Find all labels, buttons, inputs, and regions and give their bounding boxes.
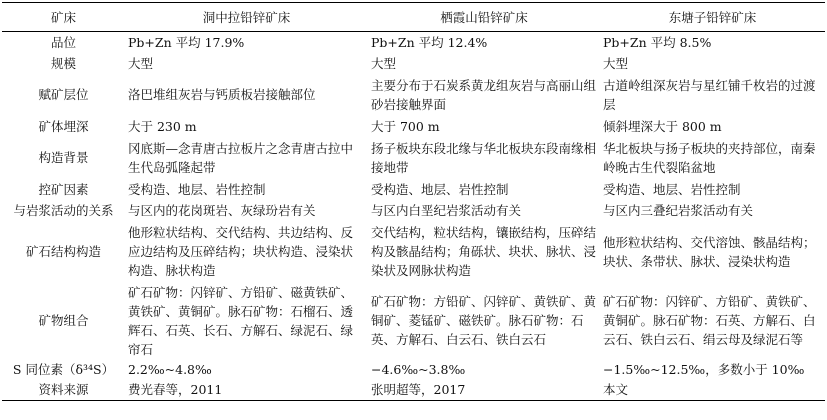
table-row — [2, 74, 825, 116]
table-cell: 费光春等，2011 — [125, 380, 368, 401]
table-cell: 洛巴堆组灰岩与钙质板岩接触部位 — [128, 87, 316, 102]
table-row — [2, 179, 825, 200]
table-cell: 大型 — [603, 55, 629, 71]
table-cell: 2.2‰~4.8‰ — [128, 361, 212, 377]
header-qixiashan: 栖霞山铅锌矿床 — [368, 3, 600, 32]
table-cell: 与区内三叠纪岩浆活动有关 — [603, 202, 754, 218]
row-label: 与岩浆活动的关系 — [13, 202, 114, 218]
row-label: 规模 — [50, 55, 76, 71]
table-cell: 与区内的花岗斑岩、灰绿玢岩有关 — [128, 202, 316, 218]
table-cell: 受构造、地层、岩性控制 — [603, 181, 741, 197]
table-row — [2, 53, 825, 74]
row-label: 矿物组合 — [38, 313, 89, 328]
table-cell: 扬子板块东段北缘与华北板块东段南缘相接地带 — [371, 140, 597, 175]
header-row — [2, 3, 825, 32]
table-cell: 主要分布于石炭系黄龙组灰岩与高丽山组砂岩接触界面 — [371, 77, 597, 112]
row-label: S 同位素（δ³⁴S） — [12, 361, 115, 377]
row-label: 品位 — [50, 34, 76, 50]
table-cell: 大于 700 m — [371, 118, 440, 134]
table-row — [2, 200, 825, 221]
table-cell: 矿石矿物：方铅矿、闪锌矿、黄铁矿、黄铜矿、菱锰矿、磁铁矿。脉石矿物：石英、方解石、白云石、铁白云石 — [371, 294, 597, 347]
table-cell: 大型 — [128, 55, 154, 71]
table-cell: 张明超等，2017 — [368, 380, 600, 401]
row-label: 构造背景 — [38, 150, 89, 165]
table-cell: 大于 230 m — [128, 118, 197, 134]
table-body — [2, 32, 825, 401]
table-cell: 大型 — [371, 55, 397, 71]
table-cell: 受构造、地层、岩性控制 — [371, 181, 509, 197]
table-cell: −4.6‰~3.8‰ — [371, 361, 466, 377]
table-cell: 本文 — [600, 380, 825, 401]
table-row — [2, 32, 825, 53]
row-label: 资料来源 — [2, 380, 125, 401]
table-cell: 古道岭组深灰岩与星红铺千枚岩的过渡层 — [603, 77, 816, 112]
table-row — [2, 283, 825, 359]
table-row — [2, 221, 825, 283]
table-row — [2, 380, 825, 401]
table-cell: 矿石矿物：闪锌矿、方铅矿、磁黄铁矿、黄铁矿、黄铜矿。脉石矿物：石榴石、透辉石、石英、长石、方解石、绿泥石、绿帘石 — [128, 284, 354, 357]
table-row — [2, 137, 825, 179]
table-cell: 矿石矿物：闪锌矿、方铅矿、黄铁矿、黄铜矿。脉石矿物：石英、方解石、白云石、铁白云石、绢云母及绿泥石等 — [603, 294, 816, 347]
header-dongtangzi: 东塘子铅锌矿床 — [600, 3, 825, 32]
table-cell: 与区内白垩纪岩浆活动有关 — [371, 202, 522, 218]
table-cell: 受构造、地层、岩性控制 — [128, 181, 266, 197]
table-cell: 他形粒状结构、交代结构、共边结构、反应边结构及压碎结构；块状构造、浸染状构造、脉状构造 — [128, 225, 354, 278]
table-row — [2, 359, 825, 380]
table-cell: 倾斜埋深大于 800 m — [603, 118, 722, 134]
table-cell: 冈底斯—念青唐古拉板片之念青唐古拉中生代岛弧隆起带 — [128, 140, 354, 175]
header-dongzhongla: 洞中拉铅锌矿床 — [125, 3, 368, 32]
table-cell: Pb+Zn 平均 12.4% — [371, 34, 488, 50]
row-label: 矿石结构构造 — [25, 244, 101, 259]
row-label: 赋矿层位 — [38, 87, 89, 102]
table-cell: 华北板块与扬子板块的夹持部位，南秦岭晚古生代裂陷盆地 — [603, 140, 816, 175]
table-row — [2, 116, 825, 137]
row-label: 矿体埋深 — [38, 118, 89, 134]
table-cell: 他形粒状结构、交代溶蚀、骸晶结构；块状、条带状、脉状、浸染状构造 — [603, 234, 816, 269]
deposit-comparison-table — [2, 2, 825, 401]
table-cell: 交代结构，粒状结构，镶嵌结构，压碎结构及骸晶结构；角砾状、块状、脉状、浸染状及网脉状构造 — [371, 225, 597, 278]
table-cell: Pb+Zn 平均 17.9% — [128, 34, 245, 50]
header-attribute: 矿床 — [2, 3, 125, 32]
table-cell: Pb+Zn 平均 8.5% — [603, 34, 712, 50]
row-label: 控矿因素 — [38, 181, 89, 197]
table-header — [2, 3, 825, 32]
table-cell: −1.5‰~12.5‰，多数小于 10‰ — [603, 361, 805, 377]
